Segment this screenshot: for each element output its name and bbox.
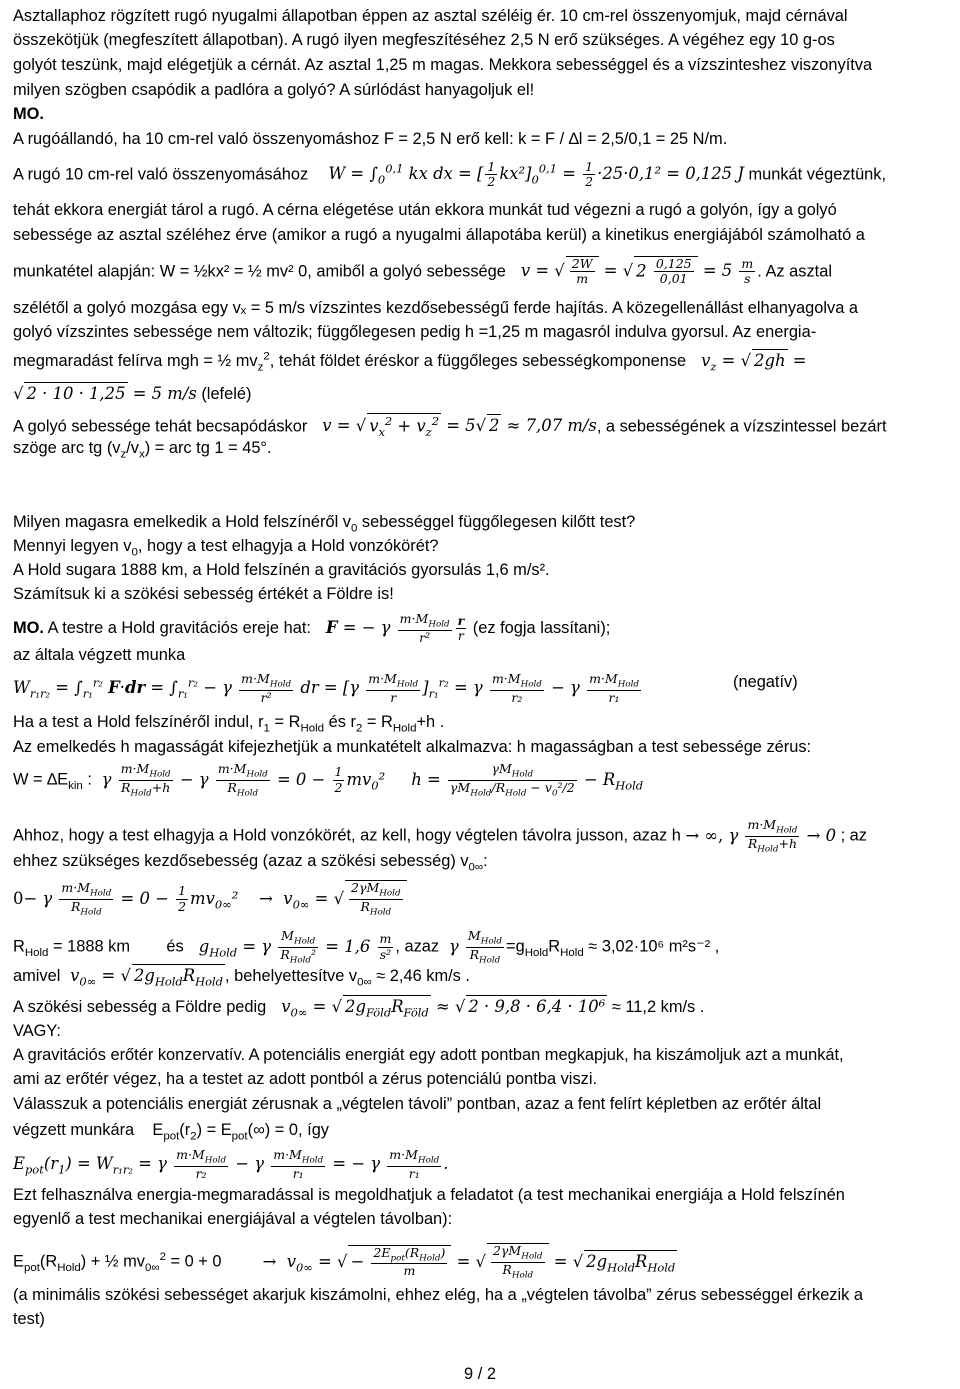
problem1-line3: golyót teszünk, majd elégetjük a cérnát. Az asztal 1,25 m magas. Mekkora sebességgel és a vízszinteshez viszonyítva (13, 56, 873, 74)
work-integral-line (13, 160, 954, 190)
force-formula: F = − γ $\frac{m\cdot M_{Hold}}{\text{r²}}$ $\frac{r}{r}$ (325, 611, 465, 645)
height-intro: Az emelkedés h magasságát kifejezhetjük a munkatételt alkalmazva: h magasságban a test sebessége zérus: (13, 738, 812, 756)
moon-gravity-line: $R_{Hold} = 1888$ km és $g_{Hold} = \gamma$ $\frac{M_{Hold}}{R_{Hold}^2}$ = 1,6 $\frac{m}{\text{s²}}$ , azaz γ $\frac{M_{Hold}}{R_{Hold}}$ $=g_{Hold}R_{Hold} \approx 3,02\cdot 10^6$ m²s⁻² , (13, 928, 720, 966)
problem1-line2: összekötjük (megfeszített állapotban). A rugó ilyen megfeszítéséhez 2,5 N erő szükséges. A végéhez egy 10 g-os (13, 31, 835, 49)
velocity-line (13, 256, 954, 287)
moon-gravity-formula: $g_{Hold} = \gamma$ $\frac{M_{Hold}}{R_{Hold}^2}$ = 1,6 $\frac{m}{\text{s²}}$ (188, 928, 392, 966)
limit-formula: → ∞, γ $\frac{m\cdot M_{Hold}}{R_{Hold}+h}$ → 0 (685, 817, 837, 855)
problem1-line4: milyen szögben csapódik a padlóra a golyó? A súrlódást hanyagoljuk el! (13, 81, 535, 99)
escape-condition-line: Ahhoz, hogy a test elhagyja a Hold vonzókörét, az kell, hogy végtelen távolra jusson, azaz h → ∞, γ $\frac{m\cdot M_{Hold}}{R_{Hold}+h}$ → 0 ; az (13, 817, 867, 855)
work-tail-text: munkát végeztünk, (748, 165, 887, 184)
vz-formula: $v_z$ = √ 2gh = (690, 351, 807, 374)
alternative-label: VAGY: (13, 1022, 61, 1040)
alt-line5: egyenlő a test mechanikai energiájával a végtelen távolban): (13, 1210, 453, 1228)
alt-line1: A gravitációs erőtér konzervatív. A potenciális energiát egy adott pontban megkapjuk, ha kiszámoljuk azt a munkát, (13, 1046, 844, 1064)
energy-conservation-line: megmaradást felírva mgh = ½ $mv_z^2$, tehát földet éréskor a függőleges sebességkomponense $v_z$ = √ 2gh = (13, 350, 807, 374)
alt-line2: ami az erőtér végez, ha a testet az adott pontból a zérus potenciálú pontba viszi. (13, 1070, 598, 1088)
velocity-formula: v = √ $\frac{2W}{m}$ = √ 2 $\frac{0,125}{0,01}$ = 5 $\frac{m}{s}$ (510, 256, 754, 287)
radii-line: Ha a test a Hold felszínéről indul, $r_1 = R_{Hold}$ és $r_2 = R_{Hold}+h$ . (13, 713, 445, 735)
alt-line3: Válasszuk a potenciális energiát zérusnak a „végtelen távoli” pontban, azaz a fent felírt képletben az erőtér által (13, 1095, 822, 1113)
problem2-line2: Mennyi legyen $v_0$, hogy a test elhagyja a Hold vonzókörét? (13, 537, 439, 559)
work-intro-text: A rugó 10 cm-rel való összenyomásához (13, 165, 309, 184)
force-text: A testre a Hold gravitációs ereje hat: (47, 618, 311, 637)
angle-text: , a sebességének a vízszintessel bezárt (596, 417, 887, 436)
potential-formula-line (13, 1148, 954, 1181)
problem2-line1: Milyen magasra emelkedik a Hold felszínéről $v_0$ sebességgel függőlegesen kilőtt test? (13, 513, 636, 535)
problem1-line11: golyó vízszintes sebessége nem változik; függőlegesen pedig h =1,25 m magasról indulva gyorsul. Az energia- (13, 323, 817, 341)
escape-speed-formula-line (13, 880, 954, 917)
impact-speed-formula: v = √ $v_x^2 + v_z^2 = 5√$ 2 ≈ 7,07 m/s (311, 414, 597, 439)
vz-result-line (13, 382, 954, 405)
problem2-line3: A Hold sugara 1888 km, a Hold felszínén a gravitációs gyorsulás 1,6 m/s². (13, 561, 550, 579)
problem1-line7: tehát ekkora energiát tárol a rugó. A cérna elégetése után ekkora munkát tud végezni a rugó a golyón, így a golyó (13, 201, 837, 219)
solution-label-1: MO. (13, 105, 44, 123)
downward-text: (lefelé) (201, 385, 252, 403)
work-label: az általa végzett munka (13, 646, 186, 664)
impact-text: A golyó sebessége tehát becsapódáskor (13, 417, 308, 436)
earth-escape-formula: $v_{0\infty}$ = √ $2g_{Föld}R_{Föld}$ ≈ √ 2 · 9,8 · 6,4 · 10⁶ (270, 997, 606, 1020)
energy-balance-formula: → $v_{0\infty}$ = √ − $\frac{2E_{pot}(R_{Hold})}{m}$ = √ $\frac{2\gamma M_{Hold}}{R_{Hold}}$ = √ $2g_{Hold}R_{Hold}$ (262, 1243, 676, 1281)
gravity-force-line (13, 612, 954, 645)
problem1-line1: Asztallaphoz rögzített rugó nyugalmi állapotban éppen az asztal széléig ér. 10 cm-rel összenyomjuk, majd cérnával (13, 7, 848, 25)
work-integral-formula: $W = \int_0^{0,1}$ kx dx = [ $\frac{1}{2}$ $kx^2]_0^{0,1}$ = $\frac{1}{2}$ ·25·0,1² = 0,125 J (312, 159, 744, 190)
impact-speed-line (13, 413, 954, 440)
spring-constant-line: A rugóállandó, ha 10 cm-rel való összenyomáshoz F = 2,5 N erő kell: k = F / ∆l = 2,5/0,1 = 25 N/m. (13, 130, 728, 148)
escape-speed-formula: 0− γ $\frac{m\cdot M_{Hold}}{R_{Hold}}$ = 0 − $\frac{1}{2}$ $mv_{0\infty}^2$ → $v_{0\infty}$ = √ $\frac{2\gamma M_{Hold}}{R_{Hold}}$ (13, 889, 407, 908)
earth-escape-line: A szökési sebesség a Földre pedig $v_{0\infty}$ = √ $2g_{Föld}R_{Föld}$ ≈ √ 2 · 9,8 · 6,4 · 10⁶ ≈ 11,2 km/s . (13, 997, 705, 1020)
moon-escape-line: amivel $v_{0\infty}$ = √ $2g_{Hold}R_{Hold}$ , behelyettesítve $v_{0\infty} \approx 2,46$ km/s . (13, 966, 470, 989)
alt-line7: test) (13, 1310, 45, 1328)
height-formula: γ $\frac{m\cdot M_{Hold}}{R_{Hold}+h}$ − γ $\frac{m\cdot M_{Hold}}{R_{Hold}}$ = 0 − $\frac{1}{2}$ $mv_0^2$ h = $\frac{\gamma M_{Hold}}{\gamma M_{Hold}/R_{Hold} - v_0^2/2}$ − $R_{Hold}$ (96, 761, 644, 799)
work-integral-2 (13, 672, 954, 705)
slowing-text: (ez fogja lassítani); (472, 618, 611, 637)
page-number: 9 / 2 (464, 1365, 496, 1383)
velocity-tail: . Az asztal (757, 262, 832, 281)
potential-zero-line: végzett munkára $E_{pot}(r_2) = E_{pot}(\infty) = 0$, így (13, 1121, 330, 1143)
problem1-line8: sebessége az asztal széléhez érve (amikor a rugó a nyugalmi állapotába kerül) a kinetikus energiájából számolható a (13, 226, 865, 244)
problem1-line10: szélétől a golyó mozgása egy vₓ = 5 m/s vízszintes kezdősebességű ferde hajítás. A közegellenállást elhanyagolva a (13, 299, 858, 317)
problem2-line4: Számítsuk ki a szökési sebesség értékét a Földre is! (13, 585, 394, 603)
potential-formula: $E_{pot}(r_1) = W_{r_1r_2} = \gamma$ $\frac{m\cdot M_{Hold}}{\text{r₂}}$ − γ $\frac{m\cdot M_{Hold}}{\text{r₁}}$ = − γ $\frac{m\cdot M_{Hold}}{\text{r₁}}$ . (13, 1147, 449, 1181)
work-energy-text: munkatétel alapján: W = ½kx² = ½ mv² 0, amiből a golyó sebessége (13, 262, 506, 281)
lunar-work-formula: $W_{r_1r_2} = \int_{r_1}^{r_2}$ $F\cdot dr = \int_{r_1}^{r_2} - \gamma$ $\frac{m\cdot M_{Hold}}{\text{r²}}$ dr = [γ $\frac{m\cdot M_{Hold}}{r}$ ]$_{r_1}^{r_2} = \gamma$ $\frac{m\cdot M_{Hold}}{\text{r₂}}$ − γ $\frac{m\cdot M_{Hold}}{\text{r₁}}$ (13, 671, 640, 705)
vz-value-formula: √ 2 · 10 · 1,25 = 5 m/s (13, 384, 197, 403)
height-formula-line: $W = \Delta E_{kin}$ : γ $\frac{m\cdot M_{Hold}}{R_{Hold}+h}$ − γ $\frac{m\cdot M_{Hold}}{R_{Hold}}$ = 0 − $\frac{1}{2}$ $mv_0^2$ h = $\frac{\gamma M_{Hold}}{\gamma M_{Hold}/R_{Hold} - v_0^2/2}$ − $R_{Hold}$ (13, 761, 644, 799)
escape-speed-intro: ehhez szükséges kezdősebesség (azaz a szökési sebesség) $v_{0\infty}$: (13, 852, 488, 874)
angle-line: szöge arc tg $(v_z/v_x)$ = arc tg 1 = 45°. (13, 439, 272, 461)
energy-balance-line: $E_{pot}(R_{Hold})$ + ½ $mv_{0\infty}^2 = 0 + 0$ → $v_{0\infty}$ = √ − $\frac{2E_{pot}(R_{Hold})}{m}$ = √ $\frac{2\gamma M_{Hold}}{R_{Hold}}$ = √ $2g_{Hold}R_{Hold}$ (13, 1243, 676, 1281)
energy-text: megmaradást felírva mgh = ½ mv (13, 352, 258, 370)
moon-escape-formula: $v_{0\infty}$ = √ $2g_{Hold}R_{Hold}$ (64, 966, 223, 989)
gm-formula: γ $\frac{M_{Hold}}{R_{Hold}}$ (443, 928, 502, 966)
solution-label-2: MO. (13, 618, 44, 637)
vertical-component-text: , tehát földet éréskor a függőleges sebességkomponense (269, 352, 687, 370)
alt-line6: (a minimális szökési sebességet akarjuk kiszámolni, ehhez elég, ha a „végtelen távolba” zérus sebességgel érkezik a (13, 1286, 864, 1304)
alt-line4: Ezt felhasználva energia-megmaradással is megoldhatjuk a feladatot (a test mechanikai energiája a Hold felszínén (13, 1186, 845, 1204)
negative-note: (negatív) (733, 673, 798, 691)
